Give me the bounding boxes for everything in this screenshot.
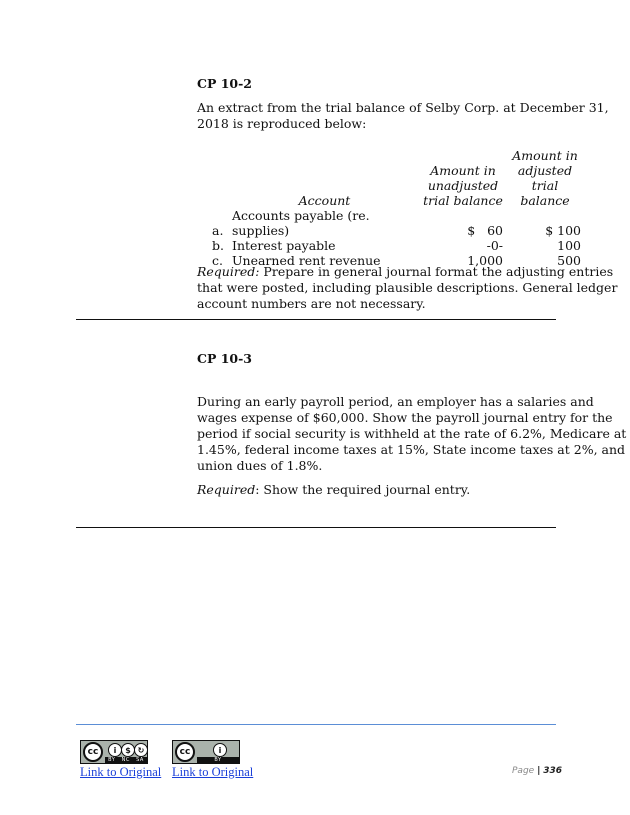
- cp-10-3-heading: CP 10-3: [197, 351, 252, 366]
- table-row: a. Accounts payable (re. supplies) $ 60 $ 100: [212, 208, 581, 238]
- footer-divider: [76, 724, 556, 725]
- col-header-account: Account: [298, 193, 351, 208]
- col-header-adjusted: Amount in adjusted trial balance: [512, 148, 578, 208]
- link-to-original-1[interactable]: Link to Original: [80, 765, 162, 779]
- cp-10-2-required: Required: Prepare in general journal format the adjusting entries that were posted, including plausible descriptions. General ledger account numbers are not necessary.: [197, 264, 618, 311]
- col-header-unadjusted: Amount in unadjusted trial balance: [423, 163, 503, 208]
- intro-line: An extract from the trial balance of Selby Corp. at December 31,: [197, 100, 609, 115]
- cp-10-2-heading: CP 10-2: [197, 76, 252, 91]
- cp-10-2-intro: [197, 100, 609, 132]
- required-label: Required:: [197, 264, 260, 279]
- table-row: c. Unearned rent revenue 1,000 500: [212, 253, 581, 268]
- trial-balance-table: [212, 148, 581, 268]
- cc-by-badge-icon: cc i BY: [172, 740, 240, 764]
- table-row: b. Interest payable -0- 100: [212, 238, 581, 253]
- required-label: Required: [197, 482, 256, 497]
- cc-by-nc-sa-badge-icon: cc i $ ↻ BY NC SA: [80, 740, 148, 764]
- section-divider: [76, 527, 556, 528]
- cp-10-3-body: During an early payroll period, an employer has a salaries and wages expense of $60,000. Show the payroll journal entry for the period if social security is withheld at the rate of 6.2%, Medicare at 1.45%, federal income taxes at 15%, State income taxes at 2%, and union dues of 1.8%.: [197, 394, 627, 473]
- link-to-original-2[interactable]: Link to Original: [172, 765, 254, 779]
- cp-10-3-required: Required: Show the required journal entry.: [197, 482, 471, 497]
- page-number: Page | 336: [512, 766, 563, 776]
- section-divider: [76, 319, 556, 320]
- intro-line: 2018 is reproduced below:: [197, 116, 367, 131]
